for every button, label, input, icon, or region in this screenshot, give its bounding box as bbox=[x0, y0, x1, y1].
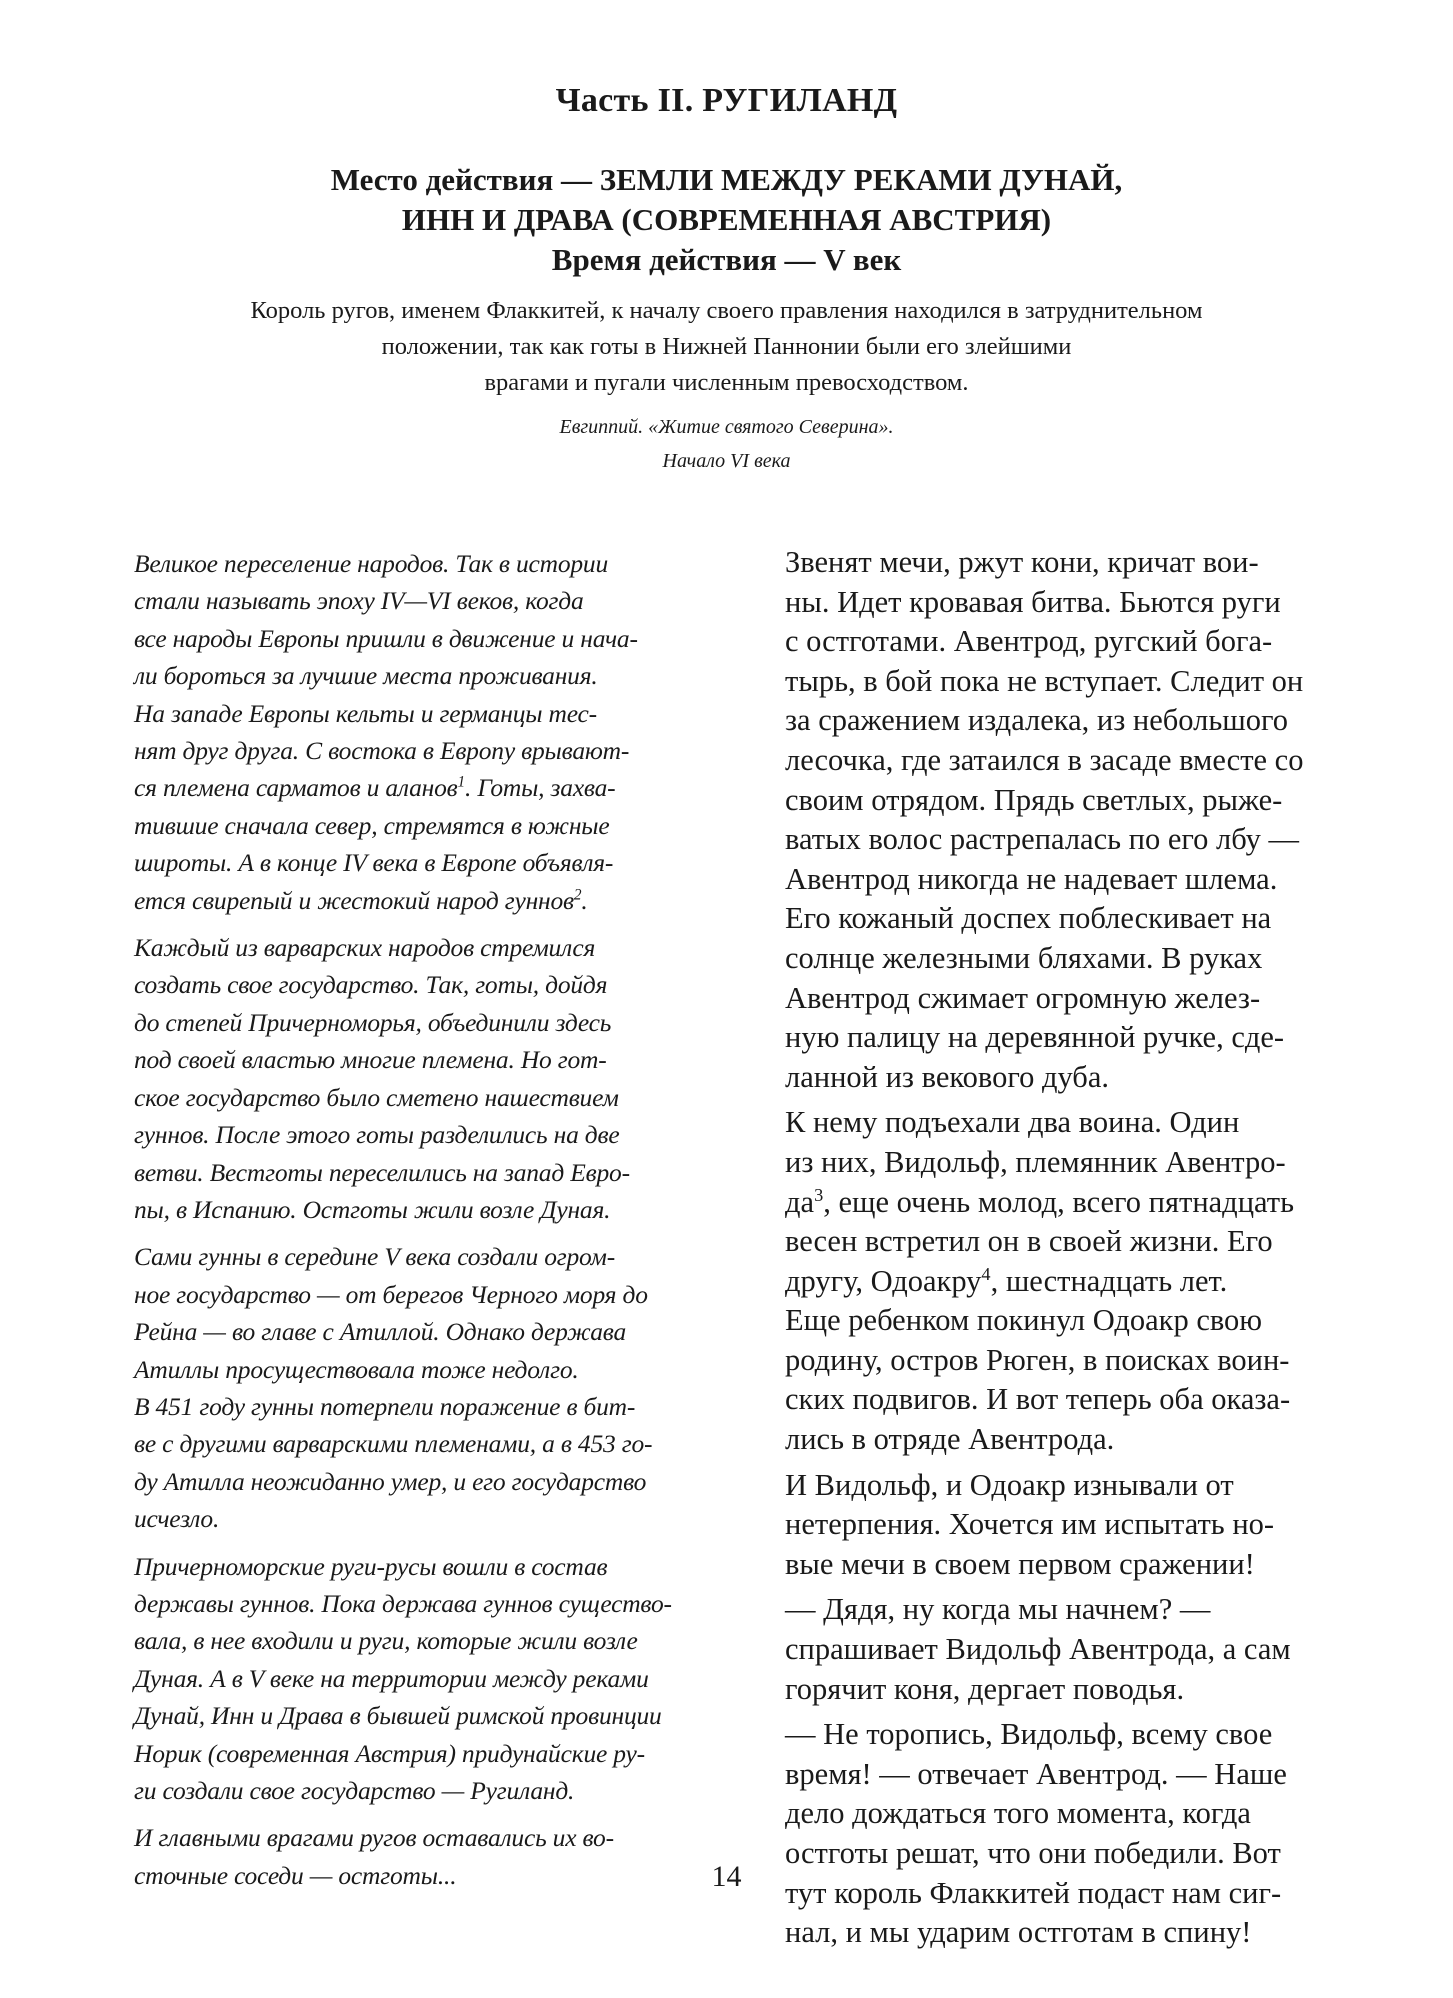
text-line: Звенят мечи, ржут кони, кричат вои- bbox=[785, 545, 1259, 579]
text-line: тут король Флаккитей подаст нам сиг- bbox=[785, 1875, 1282, 1910]
left-paragraph-4 bbox=[134, 1548, 724, 1810]
text-line: вала, в нее входили и руги, которые жили возле bbox=[134, 1626, 638, 1656]
text-line: тившие сначала север, стремятся в южные bbox=[134, 810, 610, 840]
text-line bbox=[785, 1262, 1375, 1302]
footnote-ref-1: 1 bbox=[457, 773, 465, 791]
setting-line-1: Место действия — ЗЕМЛИ МЕЖДУ РЕКАМИ ДУНАЙ, bbox=[330, 162, 1123, 197]
text-line: все народы Европы пришли в движение и нача- bbox=[134, 623, 638, 653]
text-segment: . Готы, захва- bbox=[465, 773, 616, 803]
text-line: Еще ребенком покинул Одоакр свою bbox=[785, 1303, 1263, 1338]
text-line: пы, в Испанию. Остготы жили возле Дуная. bbox=[134, 1194, 611, 1224]
text-line: вые мечи в своем первом сражении! bbox=[785, 1546, 1255, 1581]
text-line: ветви. Вестготы переселились на запад Евро- bbox=[134, 1157, 630, 1187]
left-paragraph-3 bbox=[134, 1238, 724, 1537]
time-line: Время действия — V век bbox=[551, 242, 902, 277]
text-line: сточные соседи — остготы... bbox=[134, 1860, 457, 1890]
text-line: дело дождаться того момента, когда bbox=[785, 1796, 1251, 1831]
epigraph-source-line-1: Евгиппий. «Житие святого Северина». bbox=[559, 416, 894, 438]
text-line: Дуная. А в V веке на территории между реками bbox=[134, 1663, 649, 1693]
text-line: с остготами. Авентрод, ругский бога- bbox=[785, 624, 1273, 659]
text-line: нят друг друга. С востока в Европу врывают- bbox=[134, 736, 630, 766]
text-line: солнце железными бляхами. В руках bbox=[785, 940, 1263, 975]
text-line: На западе Европы кельты и германцы тес- bbox=[134, 698, 597, 728]
setting-line-2: ИНН И ДРАВА (СОВРЕМЕННАЯ АВСТРИЯ) bbox=[401, 202, 1052, 237]
text-line: весен встретил он в своей жизни. Его bbox=[785, 1224, 1273, 1259]
text-line: Каждый из варварских народов стремился bbox=[134, 933, 596, 963]
text-line: ве с другими варварскими племенами, а в 453 го- bbox=[134, 1429, 653, 1459]
right-paragraph-4 bbox=[785, 1590, 1375, 1709]
text-line: В 451 году гунны потерпели поражение в бит- bbox=[134, 1391, 636, 1421]
text-line: Великое переселение народов. Так в истории bbox=[134, 549, 609, 578]
left-column bbox=[134, 545, 724, 1894]
text-line: И Видольф, и Одоакр изнывали от bbox=[785, 1467, 1234, 1502]
text-line: К нему подъехали два воина. Один bbox=[785, 1105, 1240, 1140]
text-line: стали называть эпоху IV—VI веков, когда bbox=[134, 586, 584, 616]
text-line: создать свое государство. Так, готы, дойдя bbox=[134, 970, 608, 1000]
text-line: ги создали свое государство — Ругиланд. bbox=[134, 1776, 575, 1805]
right-paragraph-3 bbox=[785, 1466, 1375, 1585]
text-line: — Не торопись, Видольф, всему свое bbox=[785, 1717, 1273, 1752]
text-line: спрашивает Видольф Авентрода, а сам bbox=[785, 1632, 1291, 1667]
epigraph-line-3: врагами и пугали численным превосходством. bbox=[484, 369, 969, 396]
page-number: 14 bbox=[711, 1860, 742, 1893]
text-line: до степей Причерноморья, объединили здесь bbox=[134, 1007, 612, 1037]
text-line: лись в отряде Авентрода. bbox=[785, 1422, 1115, 1457]
text-line: Авентрод никогда не надевает шлема. bbox=[785, 861, 1278, 896]
text-line: ду Атилла неожиданно умер, и его государство bbox=[134, 1466, 647, 1496]
epigraph-source-line-2: Начало VI века bbox=[662, 450, 791, 472]
text-line: Рейна — во главе с Атиллой. Однако держава bbox=[134, 1317, 627, 1347]
text-line: ланной из векового дуба. bbox=[785, 1059, 1109, 1094]
left-paragraph-2 bbox=[134, 929, 724, 1228]
part-title: Часть II. РУГИЛАНД bbox=[555, 82, 898, 119]
epigraph-line-2: положении, так как готы в Нижней Паннонии были его злейшими bbox=[381, 333, 1072, 360]
text-segment: , шестнадцать лет. bbox=[990, 1263, 1228, 1298]
text-line: ное государство — от берегов Черного моря до bbox=[134, 1279, 648, 1309]
text-line: И главными врагами ругов оставались их во- bbox=[134, 1823, 614, 1853]
right-paragraph-1 bbox=[785, 543, 1375, 1097]
text-line: Дунай, Инн и Драва в бывшей римской провинции bbox=[134, 1701, 662, 1731]
left-paragraph-1 bbox=[134, 545, 724, 919]
text-line: нал, и мы ударим остготам в спину! bbox=[785, 1915, 1252, 1950]
text-line: под своей властью многие племена. Но гот- bbox=[134, 1045, 607, 1075]
footnote-ref-4: 4 bbox=[981, 1263, 991, 1284]
text-line: своим отрядом. Прядь светлых, рыже- bbox=[785, 782, 1283, 817]
text-line: Авентрод сжимает огромную желез- bbox=[785, 980, 1261, 1015]
setting-block bbox=[0, 160, 1453, 280]
text-line: нетерпения. Хочется им испытать но- bbox=[785, 1507, 1275, 1542]
text-line: гуннов. После этого готы разделились на две bbox=[134, 1120, 620, 1150]
text-segment: , еще очень молод, всего пятнадцать bbox=[823, 1184, 1295, 1219]
text-line bbox=[785, 1183, 1375, 1223]
text-line: из них, Видольф, племянник Авентро- bbox=[785, 1144, 1286, 1179]
text-segment: да bbox=[785, 1184, 815, 1219]
text-line: ны. Идет кровавая битва. Бьются руги bbox=[785, 584, 1281, 619]
text-line: остготы решат, что они победили. Вот bbox=[785, 1836, 1281, 1870]
epigraph-line-1: Король ругов, именем Флаккитей, к началу своего правления находился в затруднительном bbox=[250, 297, 1203, 324]
text-segment: ется свирепый и жестокий народ гуннов bbox=[134, 885, 574, 915]
text-segment: ся племена сарматов и аланов bbox=[134, 773, 458, 803]
text-line: родину, остров Рюген, в поисках воин- bbox=[785, 1342, 1290, 1377]
text-line: ную палицу на деревянной ручке, сде- bbox=[785, 1020, 1285, 1055]
text-line: Сами гунны в середине V века создали огром- bbox=[134, 1242, 616, 1272]
footnote-ref-2: 2 bbox=[573, 886, 582, 904]
text-line: Его кожаный доспех поблескивает на bbox=[785, 901, 1272, 936]
text-line: ли бороться за лучшие места проживания. bbox=[134, 661, 598, 691]
text-line: державы гуннов. Пока держава гуннов существо- bbox=[134, 1588, 672, 1618]
text-line: ватых волос растрепалась по его лбу — bbox=[785, 822, 1299, 857]
epigraph bbox=[0, 293, 1453, 401]
text-line: горячит коня, дергает поводья. bbox=[785, 1671, 1185, 1706]
text-segment: . bbox=[581, 885, 588, 915]
right-paragraph-2 bbox=[785, 1103, 1375, 1459]
text-line: время! — отвечает Авентрод. — Наше bbox=[785, 1756, 1287, 1791]
text-line: широты. А в конце IV века в Европе объявля- bbox=[134, 848, 614, 878]
text-line: тырь, в бой пока не вступает. Следит он bbox=[785, 663, 1304, 698]
text-line: Причерноморские руги-русы вошли в состав bbox=[134, 1551, 608, 1581]
text-line bbox=[134, 882, 724, 919]
footnote-ref-3: 3 bbox=[814, 1184, 824, 1205]
epigraph-source bbox=[0, 410, 1453, 478]
right-column bbox=[785, 543, 1375, 1953]
text-line: — Дядя, ну когда мы начнем? — bbox=[785, 1592, 1211, 1627]
text-line: Атиллы просуществовала тоже недолго. bbox=[134, 1354, 579, 1384]
right-paragraph-5 bbox=[785, 1715, 1375, 1953]
text-line bbox=[134, 769, 724, 806]
text-line: ских подвигов. И вот теперь оба оказа- bbox=[785, 1382, 1291, 1417]
text-line: Норик (современная Австрия) придунайские ру- bbox=[134, 1738, 645, 1768]
text-line: ское государство было сметено нашествием bbox=[134, 1082, 619, 1112]
text-segment: другу, Одоакру bbox=[785, 1263, 982, 1298]
text-line: за сражением издалека, из небольшого bbox=[785, 703, 1288, 738]
text-line: исчезло. bbox=[134, 1504, 220, 1534]
text-line: лесочка, где затаился в засаде вместе со bbox=[785, 742, 1304, 777]
